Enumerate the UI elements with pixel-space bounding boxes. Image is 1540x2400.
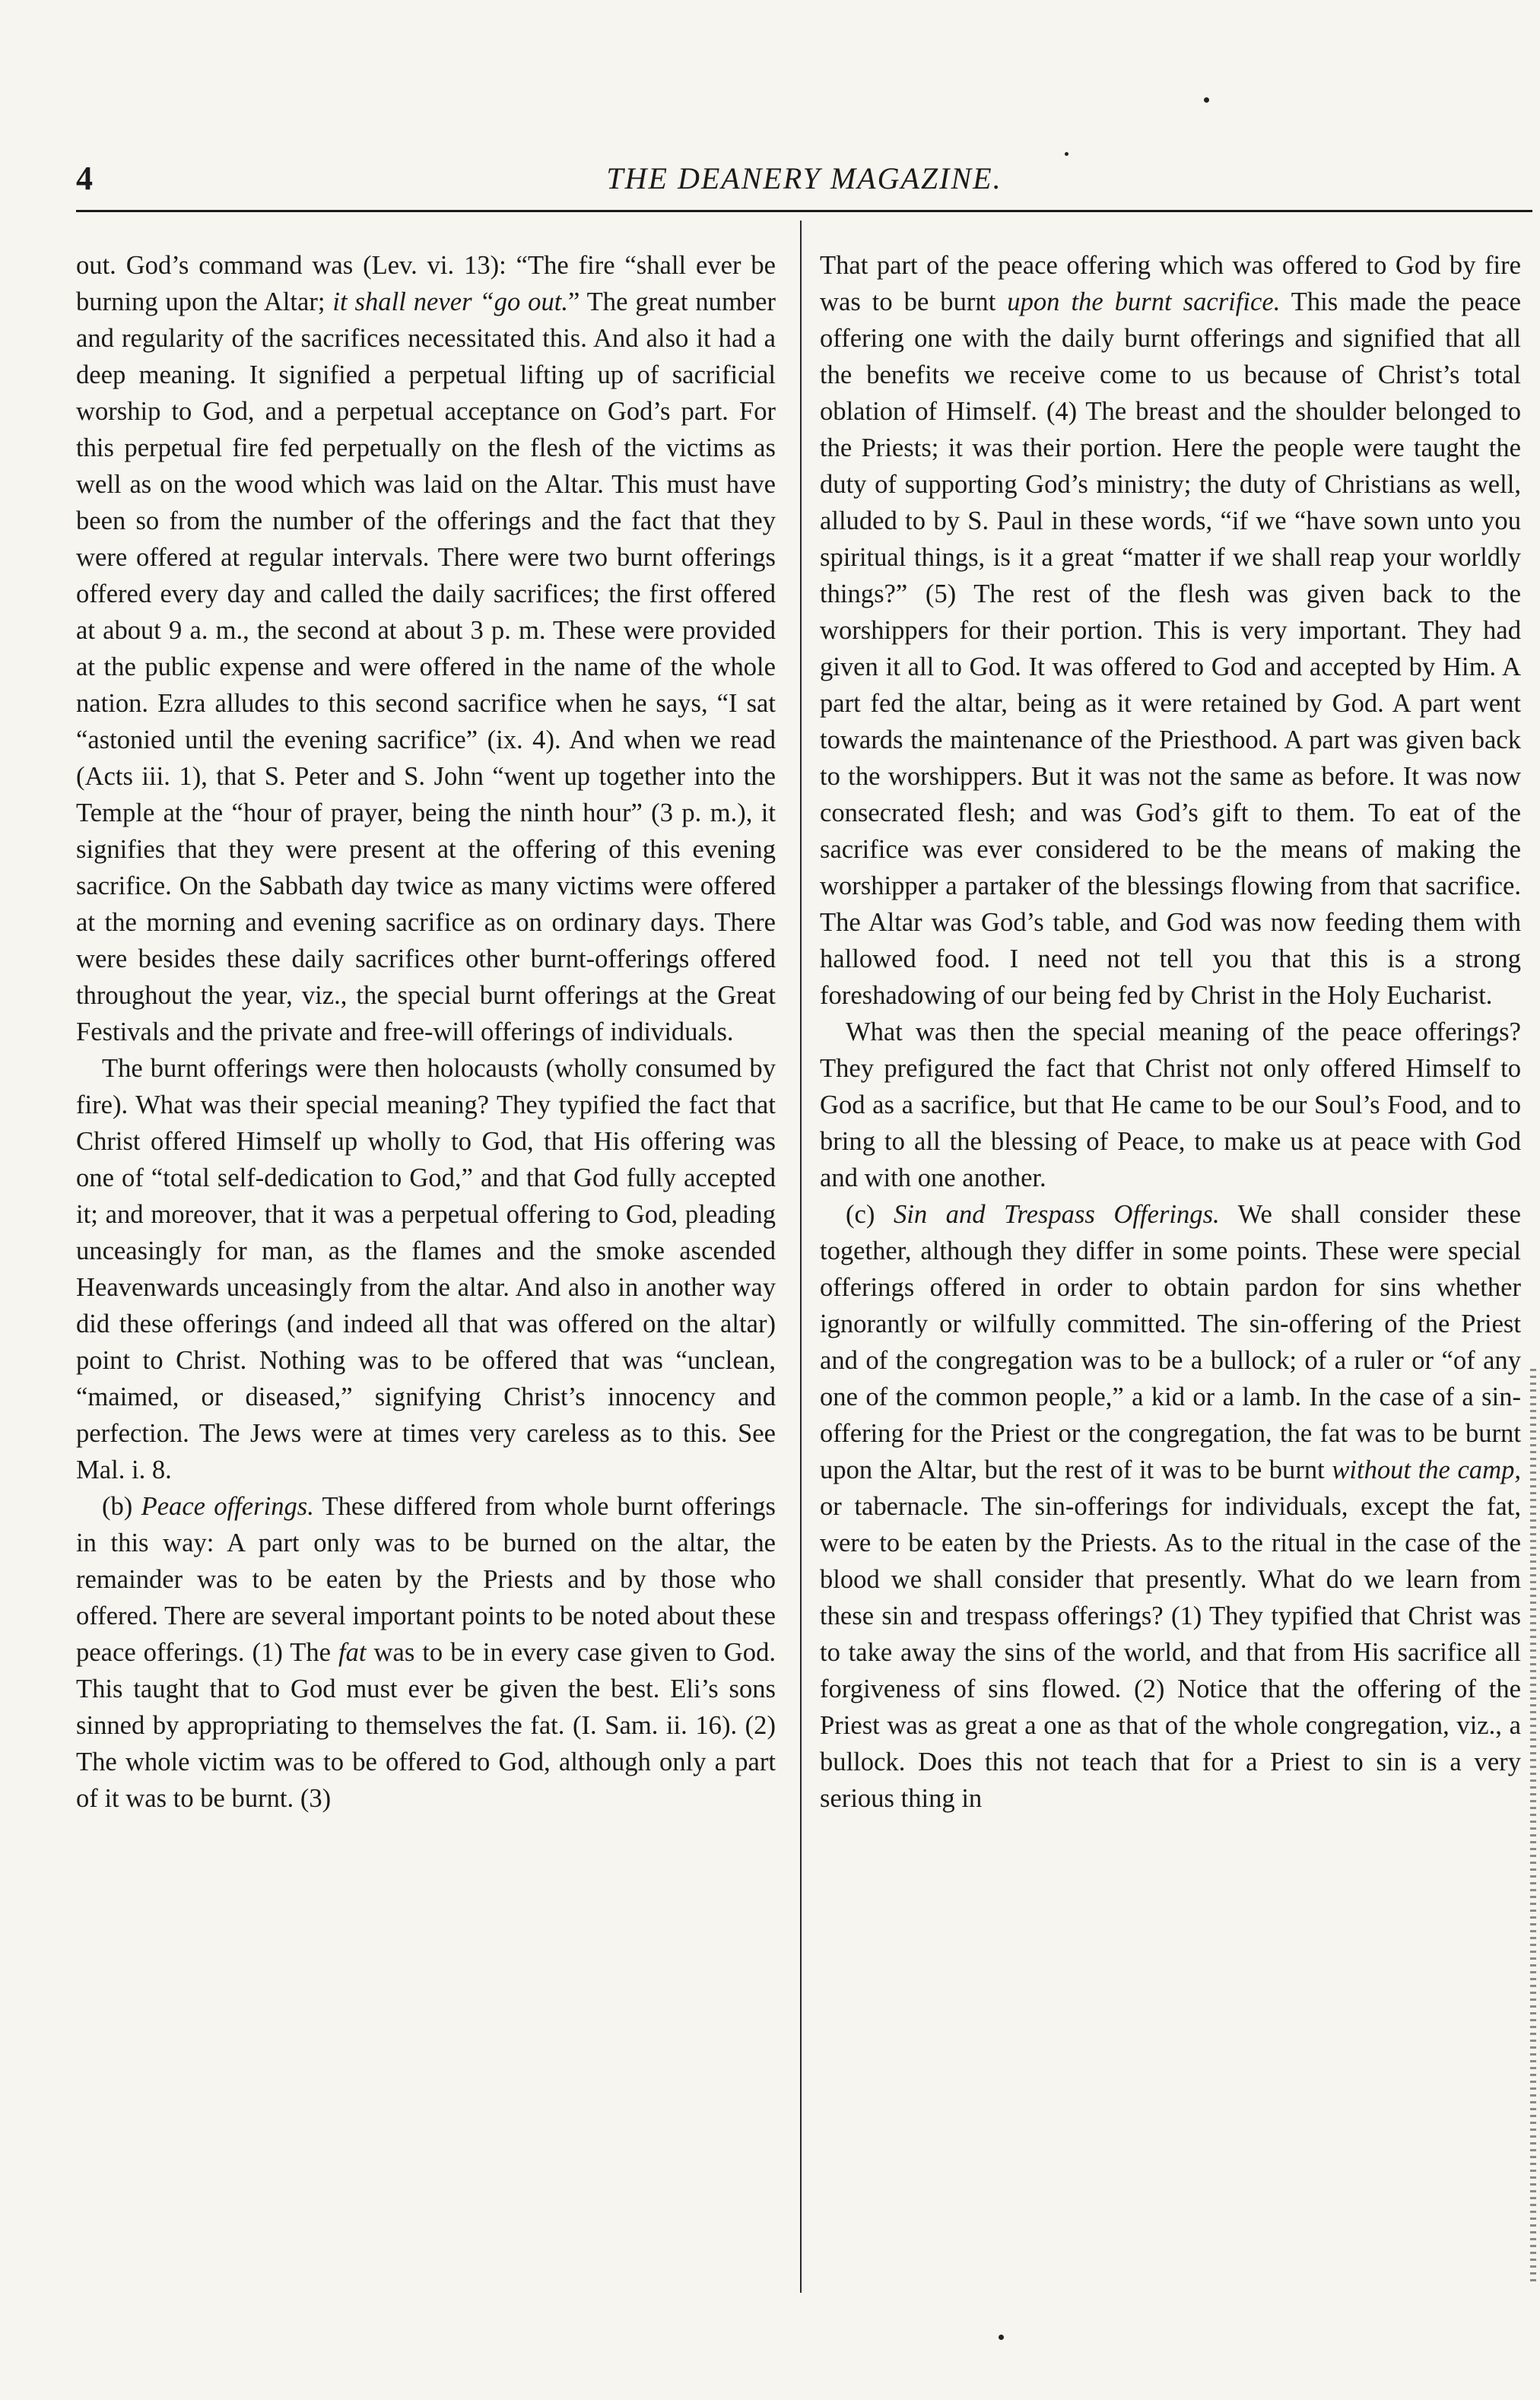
emphasis-text: without the camp, [1332, 1456, 1522, 1484]
left-paragraph-3 [76, 1488, 776, 1817]
left-paragraph-2: The burnt offerings were then holocausts (wholly consumed by fire). What was their special meaning? They typified the fact that Christ offered Himself up wholly to God, that His offering was one of “total self-dedication to God,” and that God fully accepted it; and moreover, that it was a perpetual offering to God, pleading unceasingly for man, as the flames and the smoke ascended Heavenwards unceasingly from the altar. And also in another way did these offerings (and indeed all that was offered on the altar) point to Christ. Nothing was to be offered that was “unclean, “maimed, or diseased,” signifying Christ’s innocency and perfection. The Jews were at times very careless as to this. See Mal. i. 8. [76, 1054, 776, 1484]
right-paragraph-1 [820, 247, 1521, 1014]
ink-dot-bottom [999, 2335, 1004, 2340]
text-run: That part of the peace offering which was offered to God by fire was to be burnt [820, 251, 1521, 316]
column-divider [800, 221, 802, 2293]
text-run: (b) [102, 1492, 141, 1521]
right-paragraph-3 [820, 1196, 1521, 1817]
text-run: ” The great number and regularity of the sacrifices necessitated this. And also it had a deep meaning. It signified a perpetual lifting up of sacrificial worship to God, and a perpetual acceptance on God’s part. For this perpetual fire fed perpetually on the flesh of the victims as well as on the wood which was laid on the Altar. This must have been so from the number of the offerings and the fact that they were offered at regular intervals. There were two burnt offerings offered every day and called the daily sacrifices; the first offered at about 9 a. m., the second at about 3 p. m. These were provided at the public expense and were offered in the name of the whole nation. Ezra alludes to this second sacrifice when he says, “I sat “astonied until the evening sacrifice” (ix. 4). And when we read (Acts iii. 1), that S. Peter and S. John “went up together into the Temple at the “hour of prayer, being the ninth hour” (3 p. m.), it signifies that they were present at the offering of this evening sacrifice. On the Sabbath day twice as many victims were offered at the morning and evening sacrifice as on ordinary days. There were besides these daily sacrifices other burnt-offerings offered throughout the year, viz., the special burnt offerings at the Great Festivals and the private and free-will offerings of individuals. [76, 287, 776, 1046]
text-run: or tabernacle. The sin-offerings for individuals, except the fat, were to be eaten by the Priests. As to the ritual in the case of the blood we shall consider that presently. What do we learn from these sin and trespass offerings? (1) They typified that Christ was to take away the sins of the world, and that from His sacrifice all forgiveness of sins flowed. (2) Notice that the offering of the Priest was as great a one as that of the whole congregation, viz., a bullock. Does this not teach that for a Priest to sin is a very serious thing in [820, 1492, 1521, 1813]
page-number: 4 [76, 160, 93, 197]
page-header [76, 156, 1532, 202]
emphasis-text: it shall never “go out. [332, 287, 569, 316]
text-run: (c) [846, 1200, 894, 1229]
section-heading-sin-trespass-offerings: Sin and Trespass Offerings. [893, 1200, 1220, 1229]
page-edge-texture [1530, 1369, 1536, 2281]
text-run: This made the peace offering one with the daily burnt offerings and signified that all the benefits we receive come to us because of Christ’s total oblation of Himself. (4) The breast and the shoulder belonged to the Priests; it was their portion. Here the people were taught the duty of supporting God’s ministry; the duty of Christians as well, alluded to by S. Paul in these words, “if we “have sown unto you spiritual things, is it a great “matter if we shall reap your worldly things?” (5) The rest of the flesh was given back to the worshippers for their portion. This is very important. They had given it all to God. It was offered to God and accepted by Him. A part fed the altar, being as it were retained by God. A part went towards the maintenance of the Priesthood. A part was given back to the worshippers. But it was not the same as before. It was now consecrated flesh; and was God’s gift to them. To eat of the sacrifice was ever considered to be the means of making the worshipper a partaker of the blessings flowing from that sacrifice. The Altar was God’s table, and God was now feeding them with hallowed food. I need not tell you that this is a strong foreshadowing of our being fed by Christ in the Holy Eucharist. [820, 287, 1521, 1010]
emphasis-text: fat [338, 1638, 367, 1667]
text-run: out. God’s command was (Lev. vi. 13): “The fire “shall ever be burning upon the Altar; [76, 251, 776, 316]
ink-dot-top [1204, 97, 1209, 103]
text-run: These differed from whole burnt offerings in this way: A part only was to be burned on the altar, the remainder was to be eaten by the Priests and by those who offered. There are several important points to be noted about these peace offerings. (1) The [76, 1492, 776, 1667]
section-heading-peace-offerings: Peace offerings. [141, 1492, 314, 1521]
right-paragraph-2: What was then the special meaning of the peace offerings? They prefigured the fact that Christ not only offered Himself to God as a sacrifice, but that He came to be our Soul’s Food, and to bring to all the blessing of Peace, to make us at peace with God and with one another. [820, 1017, 1521, 1192]
running-title: THE DEANERY MAGAZINE. [606, 161, 1002, 195]
header-rule [76, 210, 1532, 212]
left-column [76, 247, 776, 1817]
emphasis-text: upon the burnt sacrifice. [1007, 287, 1281, 316]
right-column [820, 247, 1521, 1817]
text-run: We shall consider these together, although they differ in some points. These were special offerings offered in order to obtain pardon for sins whether ignorantly or wilfully committed. The sin-offering of the Priest and of the congregation was to be a bullock; of a ruler or “of any one of the common people,” a kid or a lamb. In the case of a sin-offering for the Priest or the congregation, the fat was to be burnt upon the Altar, but the rest of it was to be burnt [820, 1200, 1521, 1484]
text-run: was to be in every case given to God. This taught that to God must ever be given the best. Eli’s sons sinned by appropriating to themselves the fat. (I. Sam. ii. 16). (2) The whole victim was to be offered to God, although only a part of it was to be burnt. (3) [76, 1638, 776, 1813]
left-paragraph-1 [76, 247, 776, 1050]
